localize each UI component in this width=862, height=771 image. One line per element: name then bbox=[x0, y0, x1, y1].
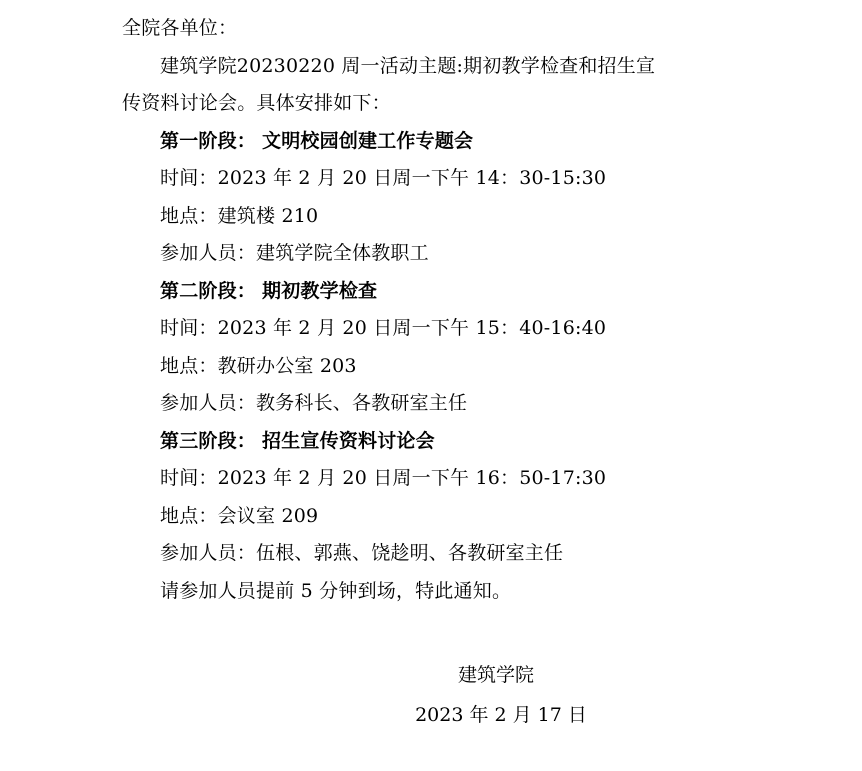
stage-2-heading bbox=[122, 273, 750, 311]
stage-3-heading-label: 第三阶段： bbox=[160, 429, 257, 452]
stage-3-heading bbox=[122, 423, 750, 461]
stage-3-place: 地点：会议室 209 bbox=[160, 504, 319, 527]
stage-1-heading-title: 文明校园创建工作专题会 bbox=[262, 129, 474, 152]
signature-date: 2023 年 2 月 17 日 bbox=[415, 704, 587, 726]
stage-1-heading-label: 第一阶段： bbox=[160, 129, 257, 152]
stage-1-place: 地点：建筑楼 210 bbox=[160, 204, 319, 227]
intro-line-1: 建筑学院20230220 周一活动主题:期初教学检查和招生宣 bbox=[160, 54, 656, 77]
intro-line-2: 传资料讨论会。具体安排如下： bbox=[122, 92, 391, 114]
stage-2-place: 地点：教研办公室 203 bbox=[160, 354, 357, 377]
salutation: 全院各单位： bbox=[122, 17, 238, 39]
stage-3-participants: 参加人员：伍根、郭燕、饶趁明、各教研室主任 bbox=[160, 542, 564, 564]
stage-1-heading bbox=[122, 123, 750, 161]
stage-2-time: 时间：2023 年 2 月 20 日周一下午 15：40-16:40 bbox=[160, 317, 607, 339]
signature-org: 建筑学院 bbox=[457, 664, 534, 686]
stage-2-participants: 参加人员：教务科长、各教研室主任 bbox=[160, 392, 468, 414]
stage-3-heading-title: 招生宣传资料讨论会 bbox=[262, 429, 435, 452]
stage-2-heading-label: 第二阶段： bbox=[160, 279, 257, 302]
closing-note: 请参加人员提前 5 分钟到场，特此通知。 bbox=[160, 579, 512, 602]
signature-block bbox=[122, 655, 750, 735]
stage-1-participants: 参加人员：建筑学院全体教职工 bbox=[160, 242, 429, 264]
stage-1-time: 时间：2023 年 2 月 20 日周一下午 14：30-15:30 bbox=[160, 167, 607, 189]
stage-3-time: 时间：2023 年 2 月 20 日周一下午 16：50-17:30 bbox=[160, 467, 607, 489]
stage-2-heading-title: 期初教学检查 bbox=[262, 279, 378, 302]
